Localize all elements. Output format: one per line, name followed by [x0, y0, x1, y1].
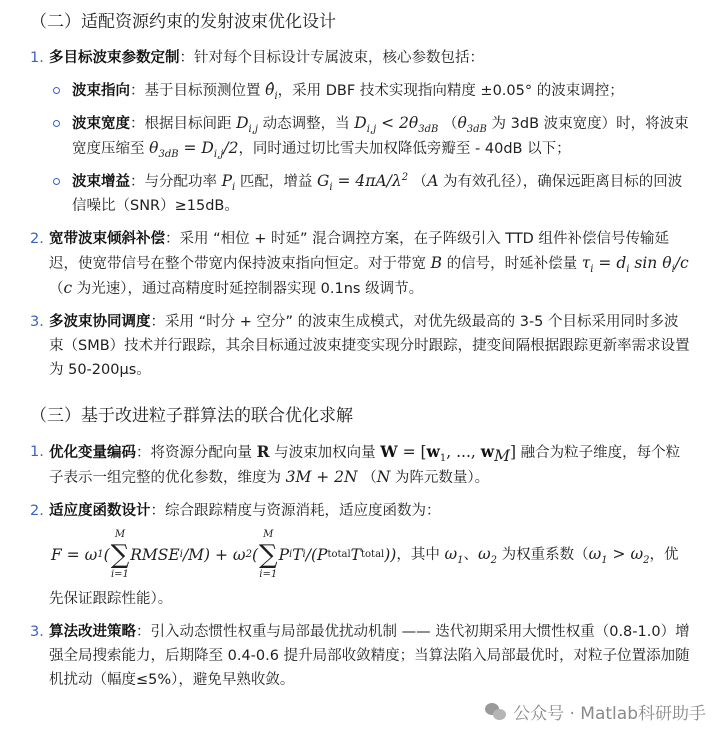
text-fragment: sin θ	[629, 254, 672, 272]
watermark-text: 公众号 · Matlab科研助手	[513, 704, 706, 724]
text-fragment: 融合为粒子维度，每个粒子表示一组完整的优化参数，维度为	[49, 445, 681, 486]
text-fragment: 的信号，时延补偿量	[442, 256, 582, 272]
text-fragment: (	[251, 546, 258, 564]
text-fragment: （	[408, 174, 428, 190]
text-fragment: ：根据目标间距	[130, 116, 237, 132]
text-fragment: 与波束加权向量	[269, 445, 381, 461]
math-subscript: 3dB	[418, 124, 439, 136]
math-subscript: i,j	[213, 149, 224, 161]
section2-list	[0, 46, 690, 382]
text-fragment: T	[350, 546, 362, 564]
text-fragment: ，同时通过切比雪夫加权降低旁瓣至 - 40dB 以下；	[238, 141, 571, 157]
sub-title: 波束指向	[72, 83, 130, 99]
math-subscript: i	[590, 264, 594, 276]
item-title: 优化变量编码	[49, 445, 136, 461]
math	[149, 139, 239, 161]
text-fragment: ω	[477, 545, 491, 563]
text-fragment: θ	[149, 139, 159, 157]
text-fragment: < 2θ	[376, 114, 419, 132]
math	[581, 254, 689, 276]
math-subscript: i	[232, 182, 236, 194]
item-title: 算法改进策略	[49, 624, 136, 640]
text-fragment: θ	[457, 114, 467, 132]
math-subscript: i	[671, 264, 675, 276]
text-fragment: ]	[509, 443, 517, 461]
math: c	[63, 279, 73, 297]
math: R	[256, 442, 270, 461]
bullet-icon	[53, 178, 60, 185]
sub-list	[49, 78, 690, 218]
math-subscript: 2	[490, 555, 497, 567]
text-fragment: ：采用 “时分 + 空分” 的波束生成模式，对优先级最高的 3-5 个目标采用同时多波束（SMB）技术并行跟踪，其余目标通过波束捷变实现分时跟踪，捷变间隔根据跟踪更新率需求设置为 50-200μs。	[49, 314, 690, 378]
sub-title: 波束增益	[72, 174, 130, 190]
math-subscript: M	[494, 447, 510, 466]
math-subscript: 1	[601, 555, 608, 567]
math-subscript: 3dB	[158, 149, 179, 161]
math-subscript: i	[329, 182, 333, 194]
sub-item	[49, 111, 690, 161]
text-fragment: M	[263, 529, 274, 540]
item-title: 多波束协同调度	[49, 314, 151, 330]
math: A	[427, 172, 439, 190]
list-number: 1.	[30, 444, 44, 460]
text-fragment: P	[221, 172, 233, 190]
text-fragment: τ	[581, 254, 591, 272]
text-fragment: 为阵元数量）。	[390, 470, 490, 486]
list-item	[0, 310, 690, 382]
text: ，采用 DBF 技术实现指向精度 ±0.05° 的波束调控；	[277, 83, 624, 99]
text-fragment: W	[380, 442, 398, 461]
text-fragment: /(P	[305, 546, 328, 564]
text-fragment: G	[316, 172, 330, 190]
text-fragment: ∑	[259, 540, 278, 570]
list-number: 2.	[30, 231, 44, 247]
text-fragment: ：采用 “相位 + 时延” 混合调控方案，在子阵级引入 TTD 组件补偿信号传输延迟，使宽带信号在整个带宽内保持波束指向恒定。对于带宽	[49, 231, 669, 272]
text-fragment: ：引入动态惯性权重与局部最优扰动机制 —— 迭代初期采用大惯性权重（0.8-1.0）增强全局搜索能力，后期降至 0.4-0.6 提升局部收敛精度；当算法陷入局部最优时，对粒子位置添加随机扰动（幅度≤5%），避免早熟收敛。	[49, 624, 690, 688]
summation-icon	[111, 529, 130, 581]
math-subscript: 2	[643, 555, 650, 567]
summation-icon	[259, 529, 278, 581]
math	[380, 442, 517, 466]
sub-item	[49, 169, 690, 218]
math-subscript: i,j	[366, 124, 377, 136]
text: ：基于目标预测位置	[130, 83, 266, 99]
item-title: 多目标波束参数定制	[49, 50, 180, 66]
math-subscript: 1	[439, 453, 447, 465]
text-fragment: ，其中	[396, 547, 445, 563]
text-fragment: = 4πA/λ	[332, 172, 402, 190]
list-number: 3.	[30, 314, 44, 330]
text-fragment: ∑	[110, 540, 130, 570]
text-fragment: T	[292, 546, 303, 564]
text-fragment	[477, 545, 497, 567]
text-fragment: D	[236, 114, 249, 132]
section-heading: （二）适配资源约束的发射波束优化设计	[30, 12, 336, 32]
text-fragment: 为 3dB 波束宽度）时，将波束宽度压缩至	[72, 116, 689, 157]
text-fragment: P	[278, 546, 289, 564]
watermark	[0, 699, 724, 724]
math	[236, 114, 259, 136]
item-title: 适应度函数设计	[49, 503, 151, 519]
math-subscript: i,j	[248, 124, 259, 136]
text-fragment: , ...,	[446, 443, 481, 461]
text-fragment: ：将资源分配向量	[136, 445, 257, 461]
list-item	[0, 499, 690, 611]
math	[265, 81, 278, 103]
text-fragment: D	[354, 114, 367, 132]
text-fragment: = d	[593, 254, 627, 272]
math	[316, 171, 409, 194]
math: 3M + 2N	[285, 468, 358, 486]
text-fragment: F = ω	[51, 546, 98, 564]
text-fragment: /c	[674, 254, 689, 272]
text-fragment: （	[438, 116, 458, 132]
math	[221, 172, 236, 194]
fitness-formula: F = ω 1 ( M ∑ i=1 RMSE i /M) + ω 2 ( M ∑ i=1 P i T i /(P total T total ))	[51, 529, 397, 580]
text-fragment	[444, 545, 464, 567]
text-fragment: i=1	[259, 569, 278, 580]
list-item	[0, 227, 690, 301]
text-fragment: = D	[178, 139, 214, 157]
text-fragment: ，优先保证跟踪性能）。	[49, 547, 679, 607]
text-fragment: 为有效孔径），确保远距离目标的回波信噪比（SNR）≥15dB。	[72, 174, 683, 214]
wechat-icon	[485, 703, 507, 721]
text-fragment: /M) + ω	[182, 546, 246, 564]
math	[457, 114, 487, 136]
text-fragment: /2	[223, 139, 239, 157]
text-fragment: w	[426, 442, 440, 461]
math-superscript: 2	[401, 171, 409, 183]
text-fragment: i=1	[110, 569, 129, 580]
text-fragment: 为光速），通过高精度时延控制器实现 0.1ns 级调节。	[72, 281, 424, 297]
text-fragment: > ω	[607, 545, 644, 563]
bullet-icon	[53, 87, 60, 94]
text-fragment: RMSE	[130, 546, 180, 564]
item-title: 宽带波束倾斜补偿	[49, 231, 165, 247]
math-subscript: 3dB	[466, 124, 487, 136]
list-item	[0, 440, 690, 490]
section3-list	[0, 440, 690, 692]
item-text: ：针对每个目标设计专属波束，核心参数包括：	[179, 50, 484, 66]
math: B	[430, 254, 442, 272]
text-fragment: ：综合跟踪精度与资源消耗，适应度函数为：	[150, 503, 441, 519]
text-fragment: （	[357, 470, 377, 486]
list-item	[0, 46, 690, 218]
list-item	[0, 620, 690, 692]
text-fragment	[588, 545, 650, 567]
text-fragment: ω	[588, 545, 602, 563]
text-fragment: 、	[463, 547, 478, 563]
list-number: 2.	[30, 503, 44, 519]
math: N	[376, 468, 391, 486]
text-fragment: = [	[397, 443, 427, 461]
math-subscript: i	[274, 91, 278, 103]
text-fragment: w	[480, 442, 495, 461]
list-number: 1.	[30, 50, 44, 66]
text-fragment: 为权重系数（	[496, 547, 589, 563]
text-fragment: (	[103, 546, 110, 564]
math-subscript: 1	[457, 555, 464, 567]
sub-item	[49, 78, 690, 103]
text-fragment	[493, 709, 506, 720]
bullet-icon	[53, 120, 60, 127]
math	[354, 114, 439, 136]
list-number: 3.	[30, 624, 44, 640]
text-fragment: 动态调整，当	[258, 116, 355, 132]
text-fragment: 匹配，增益	[235, 174, 317, 190]
text-fragment: M	[114, 529, 126, 540]
section-heading: （三）基于改进粒子群算法的联合优化求解	[30, 406, 353, 426]
text-fragment: ：与分配功率	[130, 174, 222, 190]
math-subscript: i	[626, 264, 630, 276]
text-fragment: θ̂	[265, 81, 275, 99]
text-fragment: ))	[384, 546, 397, 564]
text-fragment: ω	[444, 545, 458, 563]
text-fragment: （	[49, 281, 64, 297]
sub-title: 波束宽度	[72, 116, 130, 132]
